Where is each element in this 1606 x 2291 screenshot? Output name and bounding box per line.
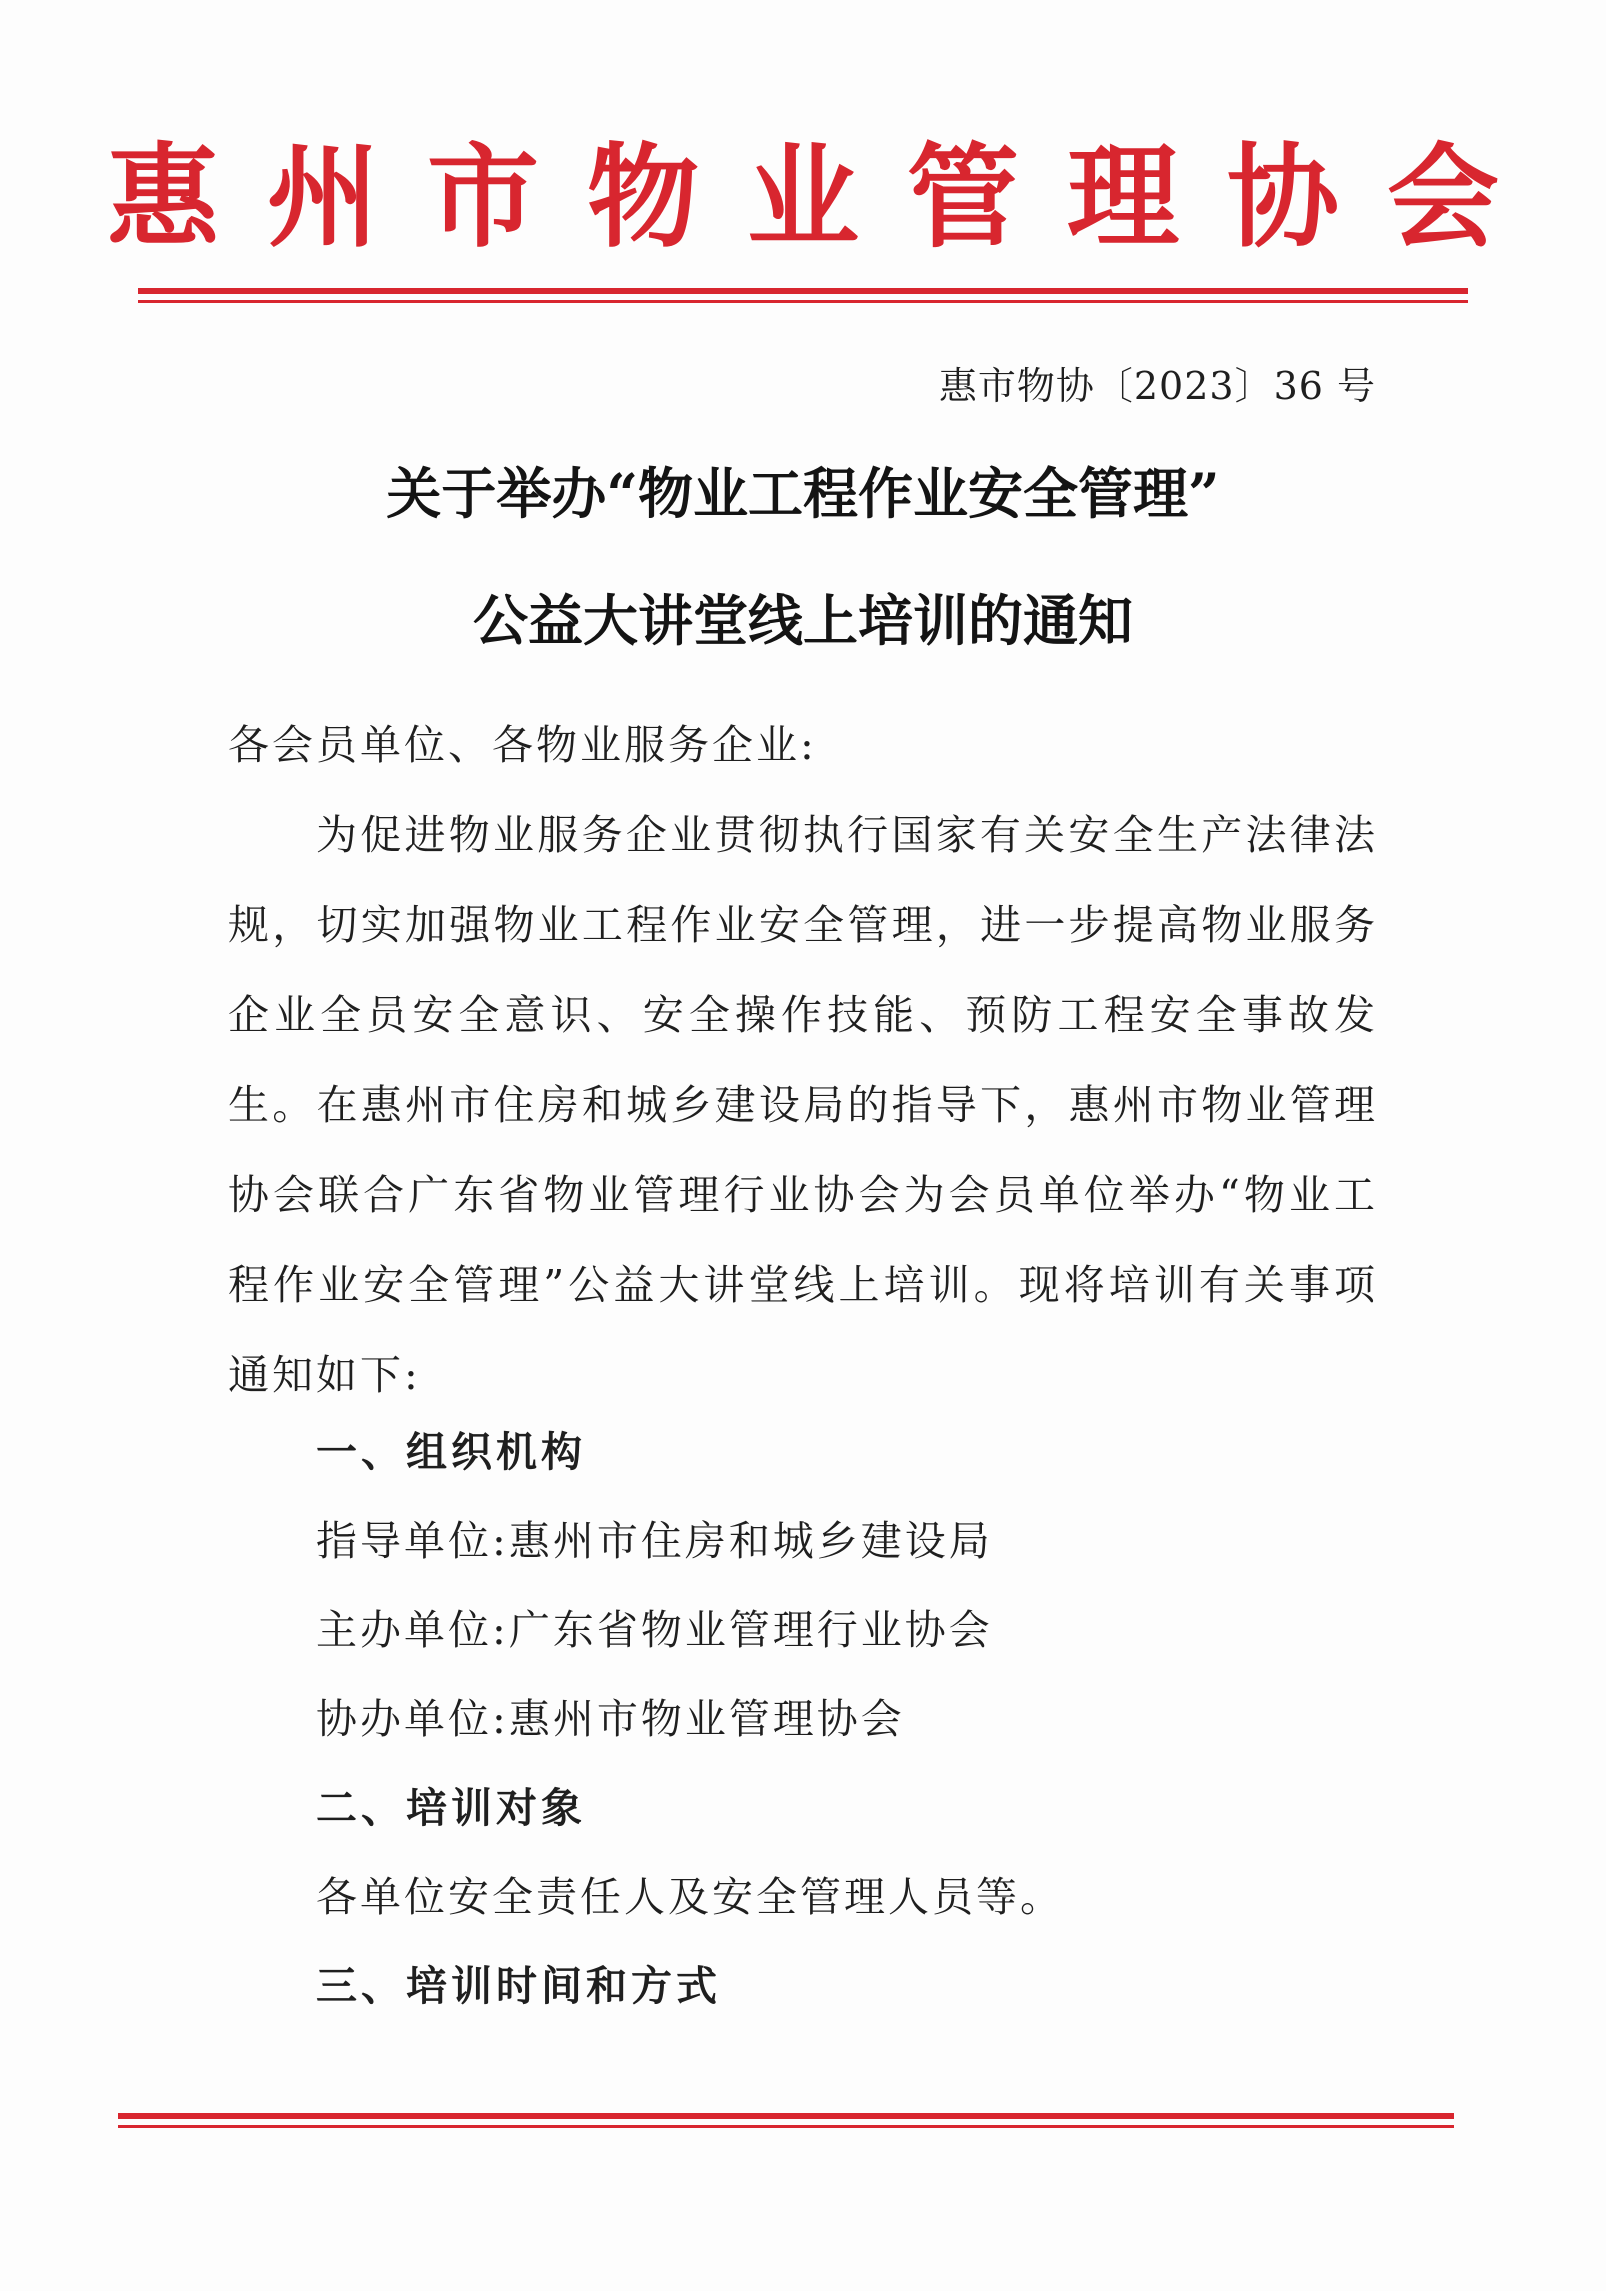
- notice-title-line-2: 公益大讲堂线上培训的通知: [472, 588, 1133, 653]
- list-item: 各单位安全责任人及安全管理人员等。: [316, 1873, 1064, 1921]
- list-item: 指导单位:惠州市住房和城乡建设局: [316, 1517, 993, 1565]
- document-number: 惠市物协〔2023〕36 号: [938, 364, 1376, 408]
- list-item: 主办单位:广东省物业管理行业协会: [316, 1606, 993, 1654]
- salutation: 各会员单位、各物业服务企业:: [228, 721, 817, 769]
- list-item: 协办单位:惠州市物业管理协会: [316, 1695, 905, 1743]
- section-heading-trainees: 二、培训对象: [316, 1784, 586, 1832]
- notice-title-line-1: 关于举办“物业工程作业安全管理”: [386, 461, 1220, 526]
- page-divider-bottom: [118, 2113, 1454, 2128]
- body-paragraph: 为促进物业服务企业贯彻执行国家有关安全生产法律法规，切实加强物业工程作业安全管理，进一步提高物业服务企业全员安全意识、安全操作技能、预防工程安全事故发生。在惠州市住房和城乡建设局的指导下，惠州市物业管理协会联合广东省物业管理行业协会为会员单位举办“物业工程作业安全管理”公益大讲堂线上培训。现将培训有关事项通知如下:: [228, 811, 1378, 1399]
- organization-letterhead: 惠州市物业管理协会: [107, 133, 1547, 263]
- divider-thin-line: [118, 2125, 1454, 2128]
- divider-thin-line: [138, 300, 1468, 303]
- section-heading-time-and-method: 三、培训时间和方式: [316, 1962, 721, 2010]
- section-heading-organization: 一、组织机构: [316, 1428, 586, 1476]
- letterhead-divider-top: [138, 288, 1468, 303]
